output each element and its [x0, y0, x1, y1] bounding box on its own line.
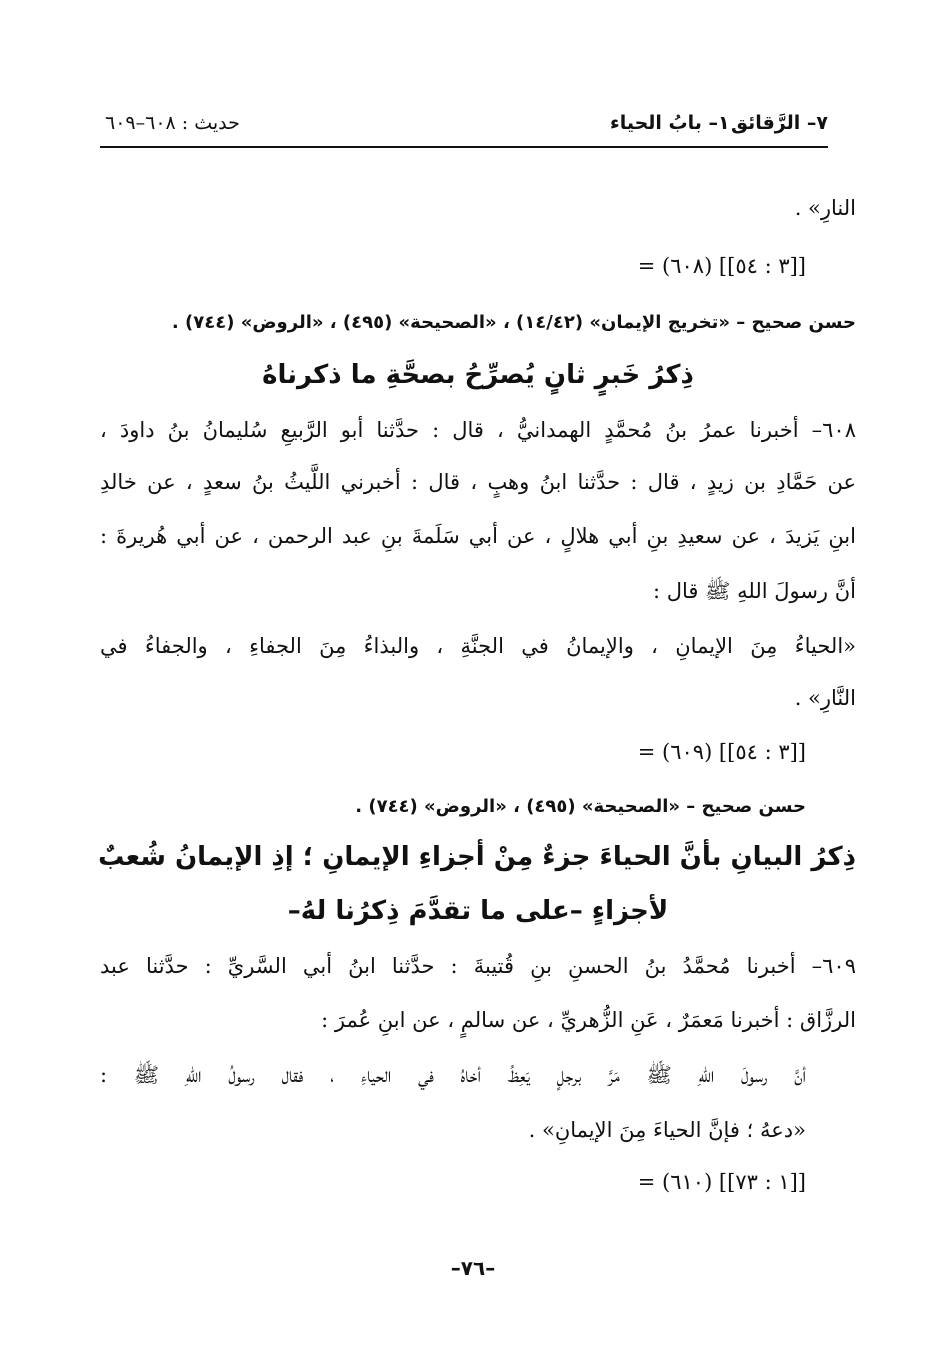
grading-line: حسن صحيح – «تخريج الإيمان» (١٤/٤٢) ، «الصحيحة» (٤٩٥) ، «الروض» (٧٤٤) .	[171, 312, 856, 333]
text-line: ٦٠٩– أخبرنا مُحمَّدُ بنُ الحسنِ بنِ قُتيبةَ : حدَّثنا ابنُ أبي السَّريِّ : حدَّثنا عبد	[100, 954, 856, 978]
running-header-section: ١– بابُ الحياء	[610, 112, 730, 134]
text-line: عن حَمَّادِ بن زيدٍ ، قال : حدَّثنا ابنُ وهبٍ ، قال : أخبرني اللَّيثُ بنُ سعدٍ ، عن خالدِ	[100, 470, 856, 494]
section-heading: ذِكرُ البيانِ بأنَّ الحياءَ جزءٌ مِنْ أجزاءِ الإيمانِ ؛ إذِ الإيمانُ شُعبٌ	[98, 842, 856, 872]
header-divider	[100, 146, 828, 148]
grading-line: حسن صحيح – «الصحيحة» (٤٩٥) ، «الروض» (٧٤٤) .	[355, 796, 806, 817]
reference-line: = (٦٠٩) [[٣ : ٥٤]]	[637, 740, 806, 764]
running-header-chapter: ٧– الرَّقائق	[730, 112, 828, 134]
section-heading-continued: لأجزاءٍ –على ما تقدَّمَ ذِكرُنا لهُ–	[287, 896, 669, 926]
section-heading: ذِكرُ خَبرٍ ثانٍ يُصرِّحُ بصحَّةِ ما ذكرناهُ	[262, 360, 694, 390]
running-header-hadith-range: حديث : ٦٠٨–٦٠٩	[105, 112, 240, 134]
reference-line: = (٦٠٨) [[٣ : ٥٤]]	[637, 254, 806, 278]
page-number: –٧٦–	[450, 1256, 496, 1280]
text-line: «الحياءُ مِنَ الإيمانِ ، والإيمانُ في الجنَّةِ ، والبذاءُ مِنَ الجفاءِ ، والجفاءُ في	[100, 634, 856, 658]
reference-line: = (٦١٠) [[١ : ٧٣]]	[637, 1170, 806, 1194]
text-line: الرزَّاق : أخبرنا مَعمَرٌ ، عَنِ الزُّهريِّ ، عن سالمٍ ، عن ابنِ عُمرَ :	[321, 1008, 856, 1032]
text-line: أنَّ رسولَ اللهِ ﷺ قال :	[652, 579, 856, 603]
text-line: ٦٠٨– أخبرنا عمرُ بنُ مُحمَّدٍ الهمدانيُّ ، قال : حدَّثنا أبو الرَّبيعِ سُليمانُ بنُ داودَ ،	[100, 418, 856, 442]
text-line: النَّارِ» .	[794, 686, 856, 710]
text-line: «دعهُ ؛ فإنَّ الحياءَ مِنَ الإيمانِ» .	[528, 1118, 806, 1142]
text-line: أنَّ رسولَ اللهِ ﷺ مَرَّ برجلٍ يَعِظُ أخاهُ في الحياءِ ، فقال رسولُ اللهِ ﷺ :	[100, 1063, 806, 1087]
text-line: ابنِ يَزيدَ ، عن سعيدِ بنِ أبي هلالٍ ، عن أبي سَلَمةَ بنِ عبد الرحمن ، عن أبي هُريرةَ :	[100, 524, 856, 548]
text-line: النارِ» .	[794, 196, 856, 220]
